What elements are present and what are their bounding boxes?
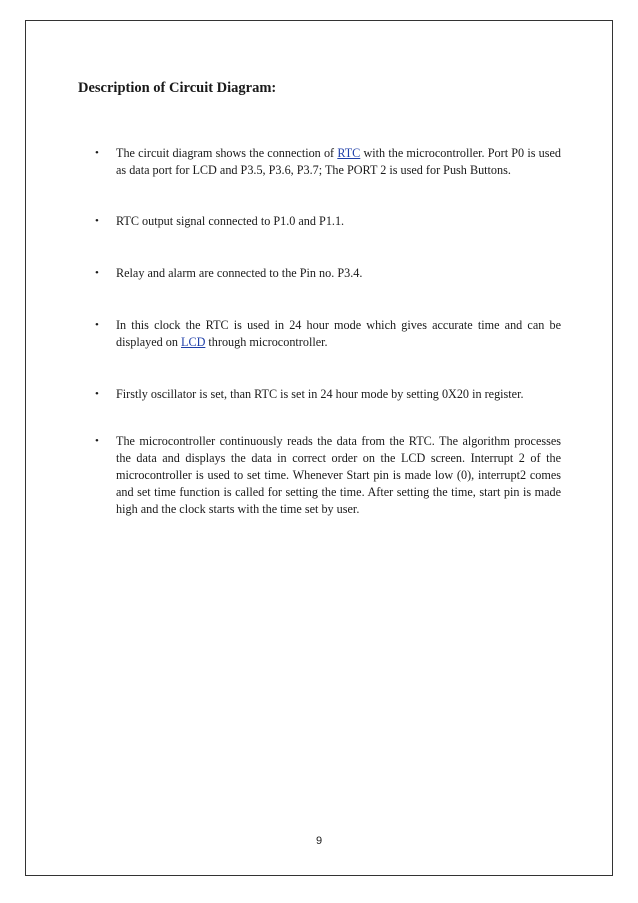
bullet-text-cont: with the microcontroller. Port P0 is used as data port for LCD and P3.5, P3.6, P3.7; The PORT 2 is used for Push Buttons. [116, 146, 561, 177]
bullet-text: Relay and alarm are connected to the Pin no. P3.4. [116, 266, 363, 280]
bullet-text-cont: through microcontroller. [205, 335, 328, 349]
bullet-icon: • [95, 388, 99, 400]
list-item [95, 433, 561, 518]
bullet-text: RTC output signal connected to P1.0 and P1.1. [116, 214, 345, 228]
bullet-text: The microcontroller continuously reads the data from the RTC. The algorithm processes the data and displays the data in correct order on the LCD screen. Interrupt 2 of the microcontroller is used to set time. Whenever Start pin is made low (0), interrupt2 comes and set time function is called for setting the time. After setting the time, start pin is made high and the clock starts with the time set by user. [116, 434, 561, 516]
list-item [95, 145, 561, 179]
list-item [95, 265, 561, 282]
list-item [95, 317, 561, 351]
bullet-text: Firstly oscillator is set, than RTC is set in 24 hour mode by setting 0X20 in register. [116, 387, 524, 401]
list-item [95, 386, 561, 403]
bullet-icon: • [95, 147, 99, 159]
bullet-text: In this clock the RTC is used in 24 hour mode which gives accurate time and can be displayed on [116, 318, 561, 349]
lcd-link[interactable]: LCD [181, 335, 206, 349]
bullet-text: The circuit diagram shows the connection of [116, 146, 338, 160]
bullet-icon: • [95, 215, 99, 227]
bullet-icon: • [95, 319, 99, 331]
bullet-icon: • [95, 435, 99, 447]
bullet-icon: • [95, 267, 99, 279]
list-item [95, 213, 561, 230]
page-number: 9 [315, 835, 323, 847]
bullet-list [95, 145, 561, 518]
section-heading: Description of Circuit Diagram: [78, 80, 277, 96]
rtc-link[interactable]: RTC [337, 146, 361, 160]
